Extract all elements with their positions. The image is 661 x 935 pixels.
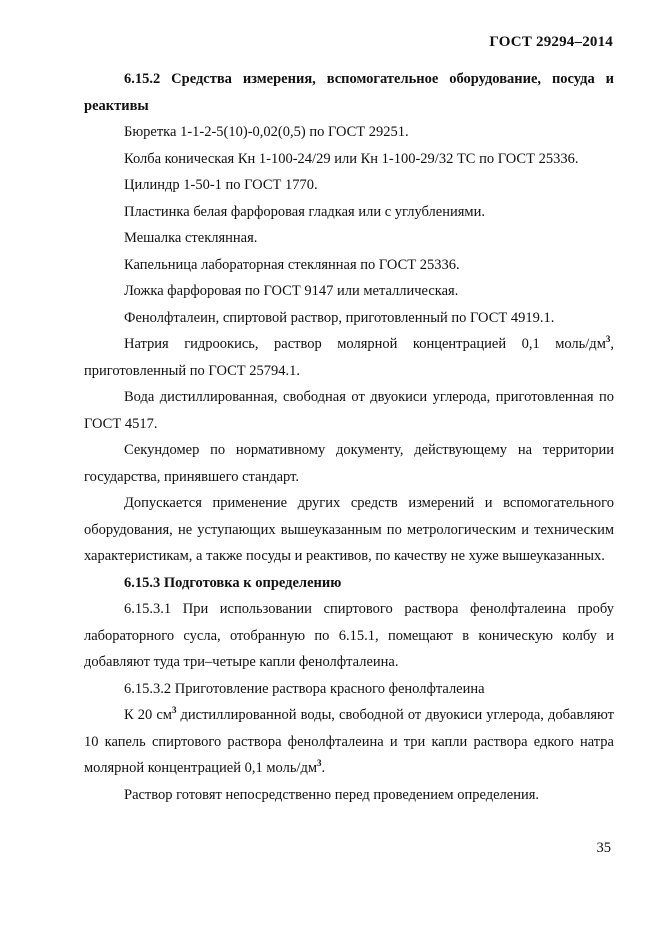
reagent-item-phenolphthalein: Фенолфталеин, спиртовой раствор, приготовленный по ГОСТ 4919.1. bbox=[124, 309, 555, 326]
naoh-text-end: , приготовленный по ГОСТ 25794.1. bbox=[84, 336, 614, 379]
page-number: 35 bbox=[596, 840, 611, 856]
paragraph-6-15-3-1: 6.15.3.1 При использовании спиртового раствора фенолфталеина пробу лабораторного сусла, отобранную по 6.15.1, помещают в коническую колбу и добавляют туда три–четыре капли фенолфталеина. bbox=[84, 601, 614, 670]
equipment-item-dropper: Капельница лабораторная стеклянная по ГОСТ 25336. bbox=[124, 256, 460, 273]
reagent-item-sodium-hydroxide bbox=[84, 331, 614, 384]
equipment-item-flask: Колба коническая Кн 1-100-24/29 или Кн 1-100-29/32 ТС по ГОСТ 25336. bbox=[124, 150, 579, 167]
prep-text-part-b: дистиллированной воды, свободной от двуокиси углерода, добавляют 10 капель спиртового раствора фенолфталеина и три капли раствора едкого натра молярной концентрацией 0,1 моль/дм bbox=[84, 707, 614, 776]
equipment-item-stirrer: Мешалка стеклянная. bbox=[124, 230, 258, 246]
section-heading-6-15-2: 6.15.2 Средства измерения, вспомогательное оборудование, посуда и реактивы bbox=[84, 71, 614, 114]
prep-superscript-2: 3 bbox=[317, 758, 322, 769]
equipment-item-spoon: Ложка фарфоровая по ГОСТ 9147 или металлическая. bbox=[124, 283, 459, 299]
equipment-item-plate: Пластинка белая фарфоровая гладкая или с углублениями. bbox=[124, 203, 485, 220]
allowance-paragraph: Допускается применение других средств измерений и вспомогательного оборудования, не уступающих вышеуказанным по метрологическим и техническим характеристикам, а также посуды и реактивов, по качеству не хуже вышеуказанных. bbox=[84, 495, 614, 564]
section-heading-6-15-3: 6.15.3 Подготовка к определению bbox=[124, 574, 342, 591]
document-body bbox=[84, 66, 614, 808]
naoh-superscript: 3 bbox=[605, 334, 611, 345]
prep-text-part-c: . bbox=[321, 760, 326, 776]
equipment-item-stopwatch: Секундомер по нормативному документу, действующему на территории государства, принявшего стандарт. bbox=[84, 442, 614, 485]
reagent-item-water: Вода дистиллированная, свободная от двуокиси углерода, приготовленная по ГОСТ 4517. bbox=[84, 389, 614, 432]
document-standard-header: ГОСТ 29294–2014 bbox=[489, 34, 613, 50]
naoh-text-start: Натрия гидроокись, раствор молярной концентрацией 0,1 моль/дм bbox=[124, 336, 606, 352]
red-phenolphthalein-preparation bbox=[84, 702, 614, 782]
preparation-note: Раствор готовят непосредственно перед проведением определения. bbox=[124, 786, 540, 803]
equipment-item-burette: Бюретка 1-1-2-5(10)-0,02(0,5) по ГОСТ 29251. bbox=[124, 124, 409, 140]
prep-superscript-1: 3 bbox=[171, 705, 177, 716]
prep-text-part-a: К 20 см bbox=[124, 707, 172, 723]
equipment-item-cylinder: Цилиндр 1-50-1 по ГОСТ 1770. bbox=[124, 177, 318, 193]
paragraph-6-15-3-2: 6.15.3.2 Приготовление раствора красного фенолфталеина bbox=[124, 680, 485, 697]
